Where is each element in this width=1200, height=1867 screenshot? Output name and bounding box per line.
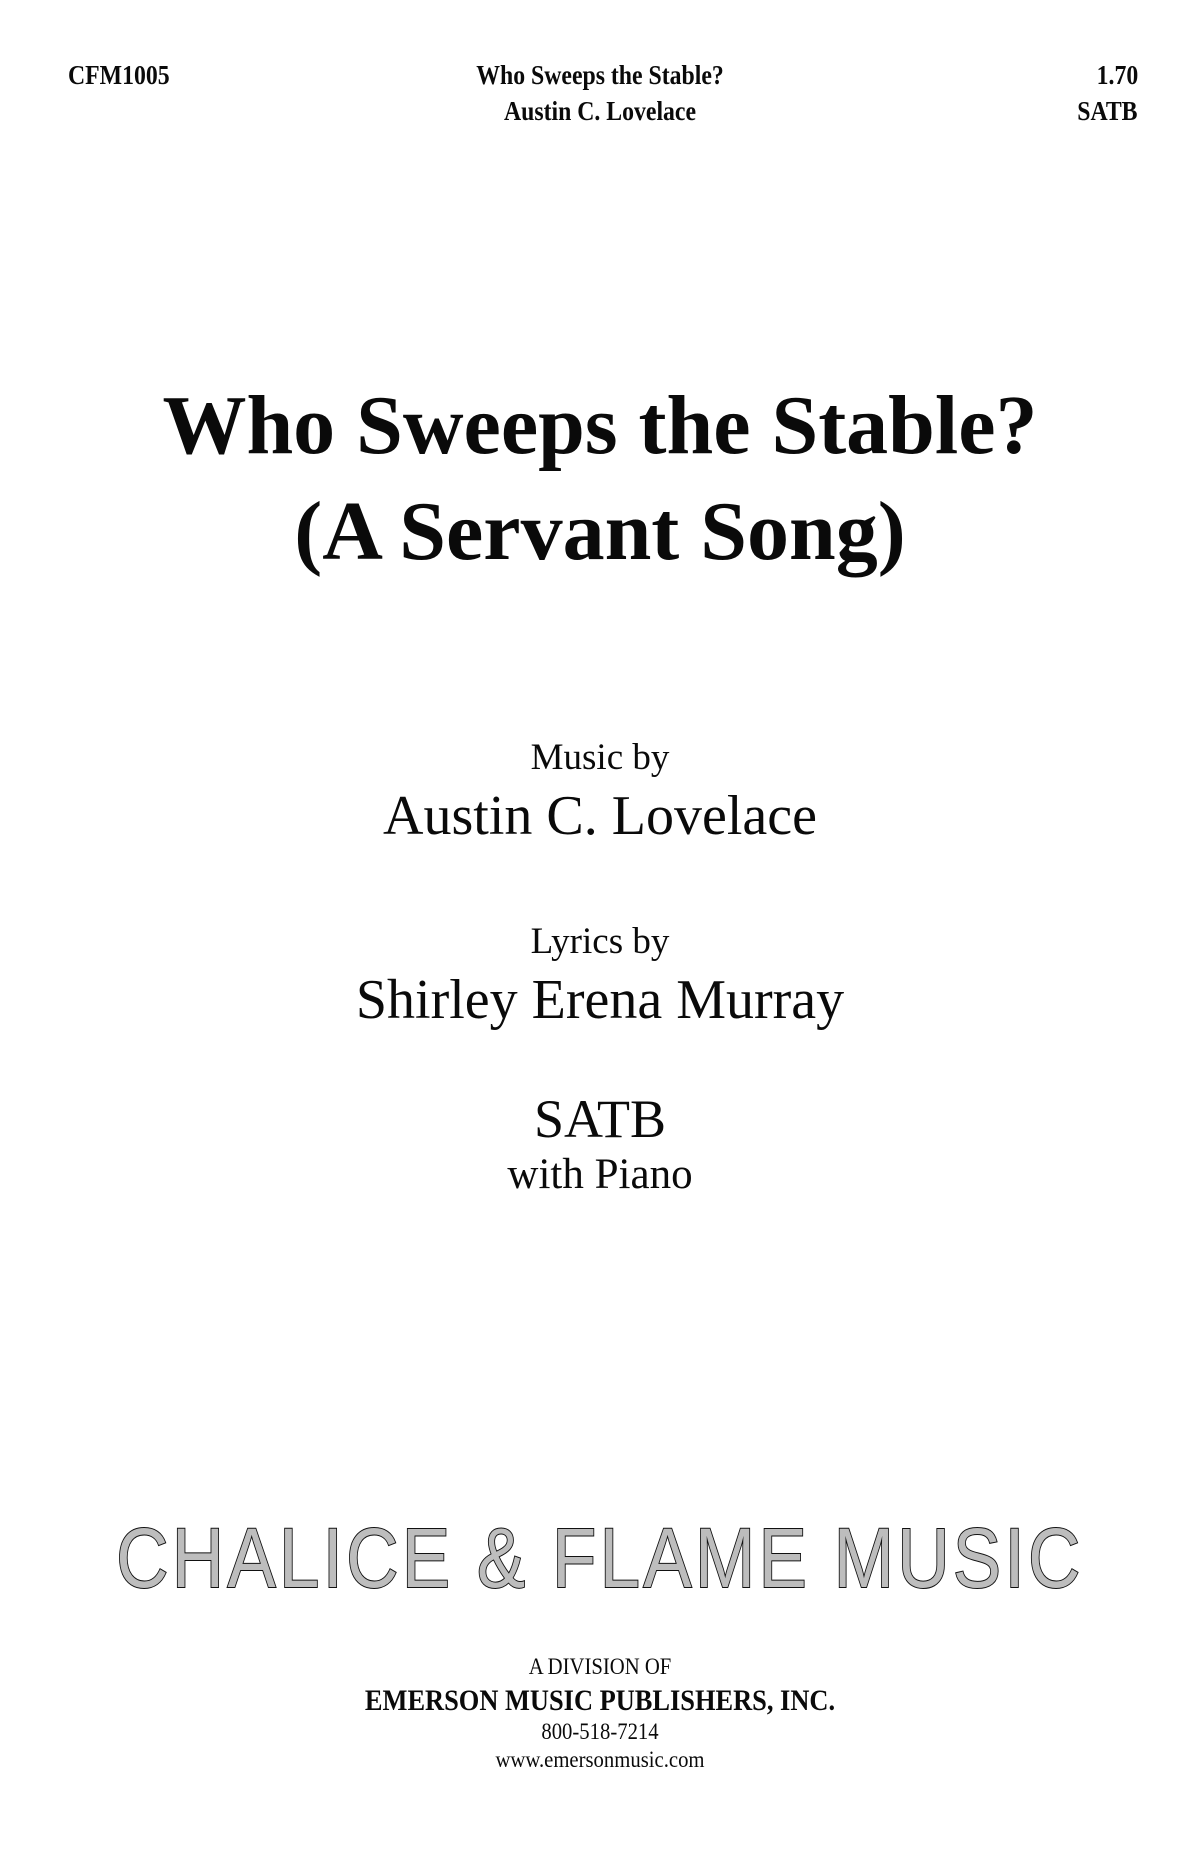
- header-voicing: SATB: [1077, 96, 1138, 126]
- page-subtitle: (A Servant Song): [294, 485, 906, 578]
- voicing: SATB: [533, 1089, 667, 1149]
- music-by-label: Music by: [530, 737, 670, 778]
- publisher-phone: 800-518-7214: [541, 1719, 659, 1744]
- publisher-logo: CHALICE & FLAME MUSIC: [116, 1511, 1084, 1605]
- lyrics-by-label: Lyrics by: [530, 921, 670, 962]
- header-price: 1.70: [1096, 60, 1138, 90]
- header-composer: Austin C. Lovelace: [503, 96, 697, 126]
- parent-company: EMERSON MUSIC PUBLISHERS, INC.: [364, 1684, 836, 1717]
- lyricist-name: Shirley Erena Murray: [355, 969, 845, 1031]
- page-title: Who Sweeps the Stable?: [162, 379, 1038, 472]
- composer-name: Austin C. Lovelace: [383, 785, 817, 847]
- catalog-number: CFM1005: [68, 60, 170, 90]
- header-title: Who Sweeps the Stable?: [476, 60, 724, 90]
- publisher-website: www.emersonmusic.com: [495, 1747, 705, 1772]
- accompaniment: with Piano: [507, 1151, 693, 1198]
- division-label: A DIVISION OF: [528, 1654, 672, 1679]
